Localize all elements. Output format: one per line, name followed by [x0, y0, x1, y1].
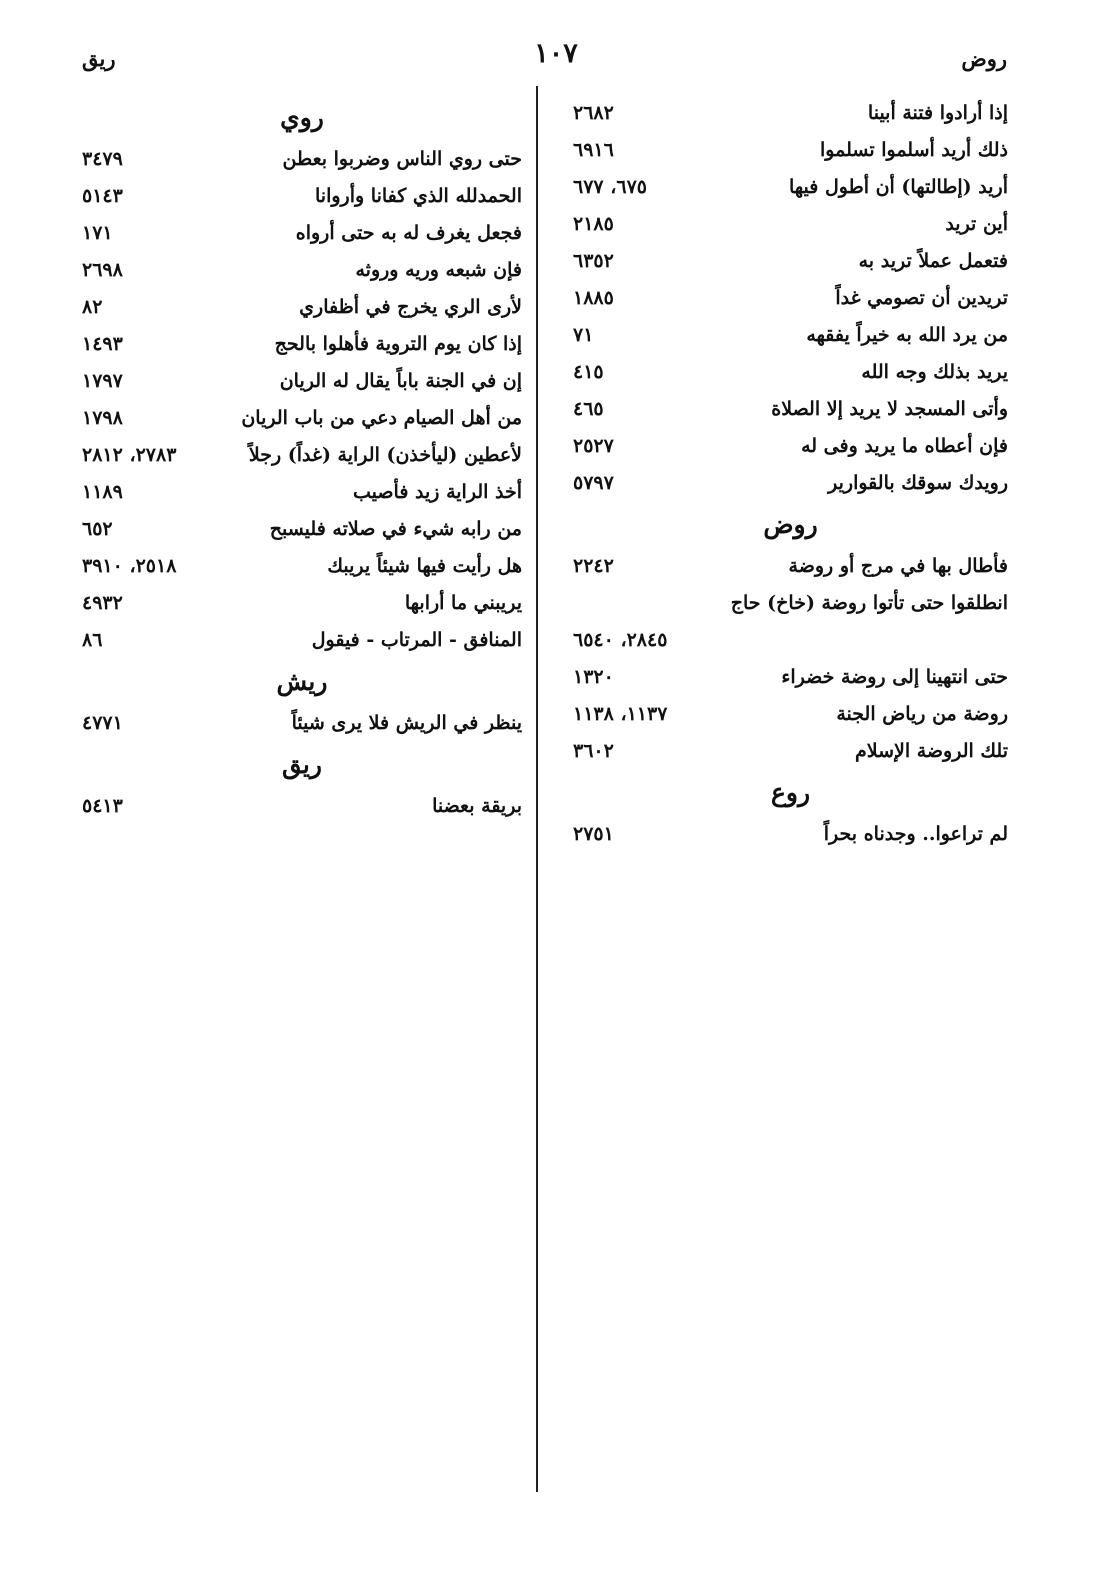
section-heading: روع	[770, 778, 811, 807]
entry-text: فأطال بها في مرج أو روضة	[788, 555, 1008, 577]
entry-text: انطلقوا حتى تأتوا روضة (خاخ) حاج	[730, 592, 1008, 614]
entry-text: إن في الجنة باباً يقال له الريان	[279, 370, 522, 392]
entry-text: إذا كان يوم التروية فأهلوا بالحج	[274, 333, 522, 355]
section-heading: روي	[280, 103, 324, 132]
entry-refs: ٢٦٩٨	[82, 259, 123, 281]
entry-refs: ٦٧٥، ٦٧٧	[573, 176, 647, 198]
right-column	[573, 95, 1008, 853]
entry-text: تريدين أن تصومي غداً	[835, 287, 1008, 309]
entry-text: لأعطين (ليأخذن) الراية (غداً) رجلاً	[248, 444, 522, 466]
entry-refs: ٢٧٥١	[573, 823, 614, 845]
entry-text: أخذ الراية زيد فأصيب	[353, 481, 522, 503]
entry-text: فجعل يغرف له به حتى أرواه	[295, 222, 522, 244]
entry-text: لم تراعوا.. وجدناه بحراً	[823, 823, 1008, 845]
entry-refs: ٧١	[573, 324, 594, 346]
header-left-word: ريق	[82, 46, 116, 71]
entry-text: الحمدلله الذي كفانا وأروانا	[315, 185, 522, 207]
entry-text: حتى انتهينا إلى روضة خضراء	[781, 666, 1008, 688]
entry-refs: ٢٧٨٣، ٢٨١٢	[82, 444, 177, 466]
entry-refs: ١٤٩٣	[82, 333, 123, 355]
column-divider	[536, 86, 538, 1492]
entry-text: وأتى المسجد لا يريد إلا الصلاة	[771, 398, 1008, 420]
entry-refs: ٤٧٧١	[82, 712, 123, 734]
entry-text: هل رأيت فيها شيئاً يريبك	[327, 555, 522, 577]
section-heading: ريش	[276, 667, 328, 696]
entry-text: أين تريد	[945, 213, 1008, 235]
entry-text: ينظر في الريش فلا يرى شيئاً	[291, 712, 522, 734]
left-column	[82, 95, 522, 825]
entry-refs: ١٣٢٠	[573, 666, 614, 688]
entry-text: من رابه شيء في صلاته فليسبح	[269, 518, 522, 540]
section-heading: روض	[763, 510, 818, 539]
entry-refs: ٢٦٨٢	[573, 102, 614, 124]
entry-text: يريد بذلك وجه الله	[861, 361, 1008, 383]
entry-refs: ١١٣٧، ١١٣٨	[573, 703, 668, 725]
entry-text: من يرد الله به خيراً يفقهه	[806, 324, 1008, 346]
entry-refs: ٤١٥	[573, 361, 604, 383]
entry-refs: ٨٦	[82, 629, 103, 651]
entry-text: من أهل الصيام دعي من باب الريان	[241, 407, 522, 429]
entry-text: تلك الروضة الإسلام	[854, 740, 1008, 762]
entry-text: رويدك سوقك بالقوارير	[828, 472, 1008, 494]
entry-text: إذا أرادوا فتنة أبينا	[867, 102, 1008, 124]
entry-text: يريبني ما أرابها	[404, 592, 522, 614]
page-number: ١٠٧	[534, 38, 578, 69]
entry-refs: ١٧٩٨	[82, 407, 123, 429]
entry-refs: ٢٢٤٢	[573, 555, 614, 577]
entry-refs: ٨٢	[82, 296, 103, 318]
entry-refs: ٢٥١٨، ٣٩١٠	[82, 555, 177, 577]
section-heading: ريق	[282, 750, 322, 779]
entry-refs: ٢١٨٥	[573, 213, 614, 235]
entry-refs: ٦٥٢	[82, 518, 113, 540]
entry-refs: ١٨٨٥	[573, 287, 614, 309]
entry-refs: ٣٦٠٢	[573, 740, 614, 762]
entry-text: لأرى الري يخرج في أظفاري	[299, 296, 522, 318]
entry-refs: ٥٧٩٧	[573, 472, 614, 494]
entry-text: فإن شبعه وريه وروثه	[355, 259, 522, 281]
entry-refs: ٢٥٢٧	[573, 435, 614, 457]
entry-text: روضة من رياض الجنة	[836, 703, 1008, 725]
entry-text: فإن أعطاه ما يريد وفى له	[801, 435, 1008, 457]
entry-refs: ٥١٤٣	[82, 185, 123, 207]
entry-text: فتعمل عملاً تريد به	[858, 250, 1008, 272]
entry-refs: ١١٨٩	[82, 481, 123, 503]
entry-refs: ١٧٩٧	[82, 370, 123, 392]
entry-refs: ٦٣٥٢	[573, 250, 614, 272]
entry-refs: ٣٤٧٩	[82, 148, 123, 170]
entry-text: المنافق - المرتاب - فيقول	[311, 629, 522, 651]
entry-refs: ٤٦٥	[573, 398, 604, 420]
entry-text: ذلك أريد أسلموا تسلموا	[820, 139, 1008, 161]
entry-text: حتى روي الناس وضربوا بعطن	[282, 148, 522, 170]
entry-refs: ١٧١	[82, 222, 113, 244]
entry-refs: ٢٨٤٥، ٦٥٤٠	[573, 629, 668, 651]
header-right-word: روض	[961, 46, 1007, 71]
entry-text: أريد (إطالتها) أن أطول فيها	[788, 176, 1008, 198]
entry-refs: ٥٤١٣	[82, 795, 123, 817]
entry-refs: ٤٩٣٢	[82, 592, 123, 614]
entry-refs: ٦٩١٦	[573, 139, 614, 161]
entry-text: بريقة بعضنا	[432, 795, 522, 817]
